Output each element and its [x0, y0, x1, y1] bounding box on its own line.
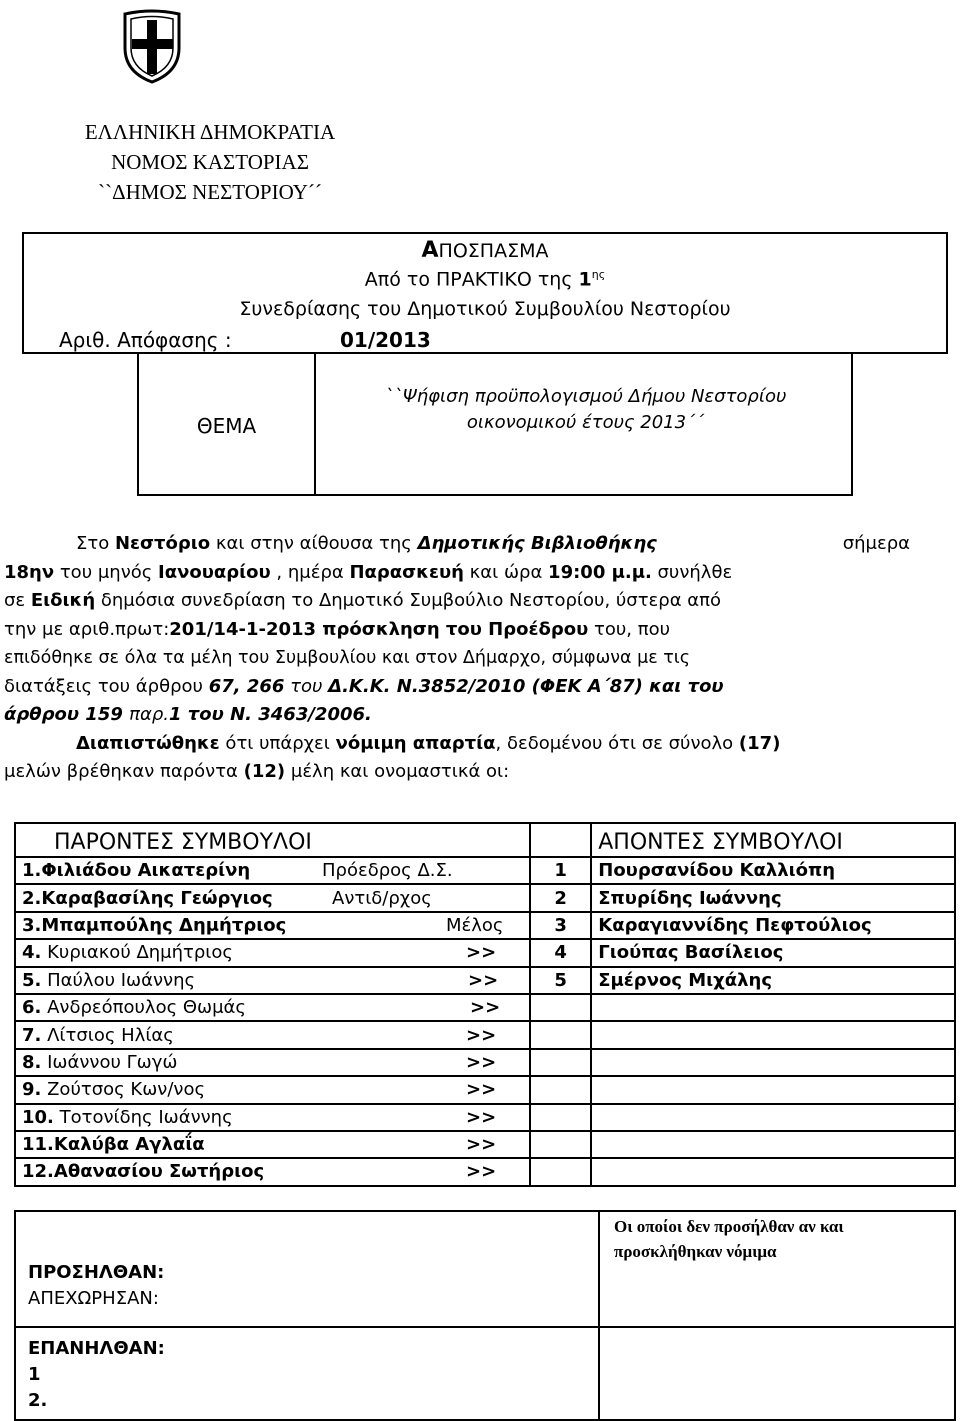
subject-label: ΘΕΜΑ: [196, 414, 257, 438]
present-member: 6. Ανδρεόπουλος Θωμάς >>: [15, 994, 530, 1021]
council-row: [15, 939, 955, 966]
absent-member: Σμέρνος Μιχάλης: [591, 967, 955, 994]
present-member: 2.Καραβασίλης Γεώργιος Αντιδ/ρχος: [15, 884, 530, 911]
absent-number: 3: [530, 912, 591, 939]
council-members-table: [14, 822, 956, 1187]
not-came-note: Οι οποίοι δεν προσήλθαν αν και προσκλήθηκαν νόμιμα: [614, 1217, 844, 1261]
absent-member: [591, 1076, 955, 1103]
present-member: 9. Ζούτσος Κων/νος >>: [15, 1076, 530, 1103]
absent-number: [530, 1104, 591, 1131]
present-member: 4. Κυριακού Δημήτριος >>: [15, 939, 530, 966]
present-member: 3.Μπαμπούλης Δημήτριος Μέλος: [15, 912, 530, 939]
came-label: ΠΡΟΣΗΛΘΑΝ:: [28, 1262, 165, 1283]
attendance-box: [14, 1210, 600, 1328]
council-row: [15, 967, 955, 994]
council-row: [15, 1021, 955, 1048]
not-came-box: [600, 1210, 956, 1328]
council-row: [15, 1158, 955, 1185]
absent-member: [591, 994, 955, 1021]
header-spacer: [530, 823, 591, 857]
subject-text: ``Ψήφιση προϋπολογισμού Δήμου Νεστορίου οικονομικού έτους 2013´´: [384, 386, 787, 433]
returned-list: ΕΠΑΝΗΛΘΑΝ: 1 2.: [28, 1338, 165, 1411]
present-member: 1.Φιλιάδου Αικατερίνη Πρόεδρος Δ.Σ.: [15, 857, 530, 884]
council-row: [15, 1076, 955, 1103]
header-prefecture: ΝΟΜΟΣ ΚΑΣΤΟΡΙΑΣ: [111, 150, 309, 174]
absent-member: [591, 1158, 955, 1185]
council-row: [15, 1104, 955, 1131]
absent-member: Πουρσανίδου Καλλιόπη: [591, 857, 955, 884]
absent-member: Καραγιαννίδης Πεφτούλιος: [591, 912, 955, 939]
greek-emblem-icon: [121, 8, 183, 84]
present-member: 5. Παύλου Ιωάννης >>: [15, 967, 530, 994]
extract-title: ΑΠΟΣΠΑΣΜΑ: [421, 238, 549, 263]
absent-number: 5: [530, 967, 591, 994]
decision-number: 01/2013: [340, 328, 431, 352]
present-member: 7. Λίτσιος Ηλίας >>: [15, 1021, 530, 1048]
absent-number: [530, 1158, 591, 1185]
council-row: [15, 1131, 955, 1158]
absent-number: 4: [530, 939, 591, 966]
absent-number: 2: [530, 884, 591, 911]
extract-session-line: Συνεδρίασης του Δημοτικού Συμβουλίου Νεστορίου: [239, 298, 731, 320]
present-header: ΠΑΡΟΝΤΕΣ ΣΥΜΒΟΥΛΟΙ: [15, 823, 530, 857]
council-row: [15, 1049, 955, 1076]
absent-number: [530, 1076, 591, 1103]
returned-box: [14, 1328, 600, 1421]
absent-number: [530, 1049, 591, 1076]
council-row: [15, 912, 955, 939]
absent-number: [530, 1021, 591, 1048]
absent-member: [591, 1104, 955, 1131]
absent-member: [591, 1021, 955, 1048]
present-member: 11.Καλύβα Αγλαΐα >>: [15, 1131, 530, 1158]
returned-right-box: [600, 1328, 956, 1421]
absent-number: 1: [530, 857, 591, 884]
absent-number: [530, 1131, 591, 1158]
minutes-paragraph: Στο Νεστόριο και στην αίθουσα της Δημοτικής Βιβλιοθήκης σήμερα 18ην του μηνός Ιανουαρίου , ημέρα Παρασκευή και ώρα 19:00 μ.μ. συνήλθε σε Ειδική δημόσια συνεδρίαση το Δημοτικό Συμβούλιο Νεστορίου, ύστερα από την με αριθ.πρωτ:201/14-1-2013 πρόσκληση του Προέδρου του, που επιδόθηκε σε όλα τα μέλη του Συμβουλίου και στον Δήμαρχο, σύμφωνα με τις διατάξεις του άρθρου 67, 266 του Δ.Κ.Κ. Ν.3852/2010 (ΦΕΚ Α΄87) και του άρθρου 159 παρ.1 του Ν. 3463/2006. Διαπιστώθηκε ότι υπάρχει νόμιμη απαρτία, δεδομένου ότι σε σύνολο (17) μελών βρέθηκαν παρόντα (12) μέλη και ονομαστικά οι:: [4, 533, 910, 782]
council-row: [15, 857, 955, 884]
absent-member: [591, 1049, 955, 1076]
subject-box: [137, 352, 853, 496]
header-municipality: ``ΔΗΜΟΣ ΝΕΣΤΟΡΙΟΥ´´: [98, 180, 322, 204]
absent-header: ΑΠΟΝΤΕΣ ΣΥΜΒΟΥΛΟΙ: [591, 823, 955, 857]
header-country: ΕΛΛΗΝΙΚΗ ΔΗΜΟΚΡΑΤΙΑ: [84, 120, 336, 144]
left-label: ΑΠΕΧΩΡΗΣΑΝ:: [28, 1288, 159, 1309]
absent-member: Σπυρίδης Ιωάννης: [591, 884, 955, 911]
absent-number: [530, 994, 591, 1021]
council-row: [15, 884, 955, 911]
present-member: 8. Ιωάννου Γωγώ >>: [15, 1049, 530, 1076]
absent-member: Γιούπας Βασίλειος: [591, 939, 955, 966]
extract-box: [22, 232, 948, 354]
council-row: [15, 994, 955, 1021]
present-member: 10. Τοτονίδης Ιωάννης >>: [15, 1104, 530, 1131]
decision-label: Αριθ. Απόφασης :: [59, 328, 232, 352]
extract-minutes-line: Από το ΠΡΑΚΤΙΚΟ της $1^{\eta\varsigma}$: [364, 268, 606, 291]
absent-member: [591, 1131, 955, 1158]
present-member: 12.Αθανασίου Σωτήριος >>: [15, 1158, 530, 1185]
